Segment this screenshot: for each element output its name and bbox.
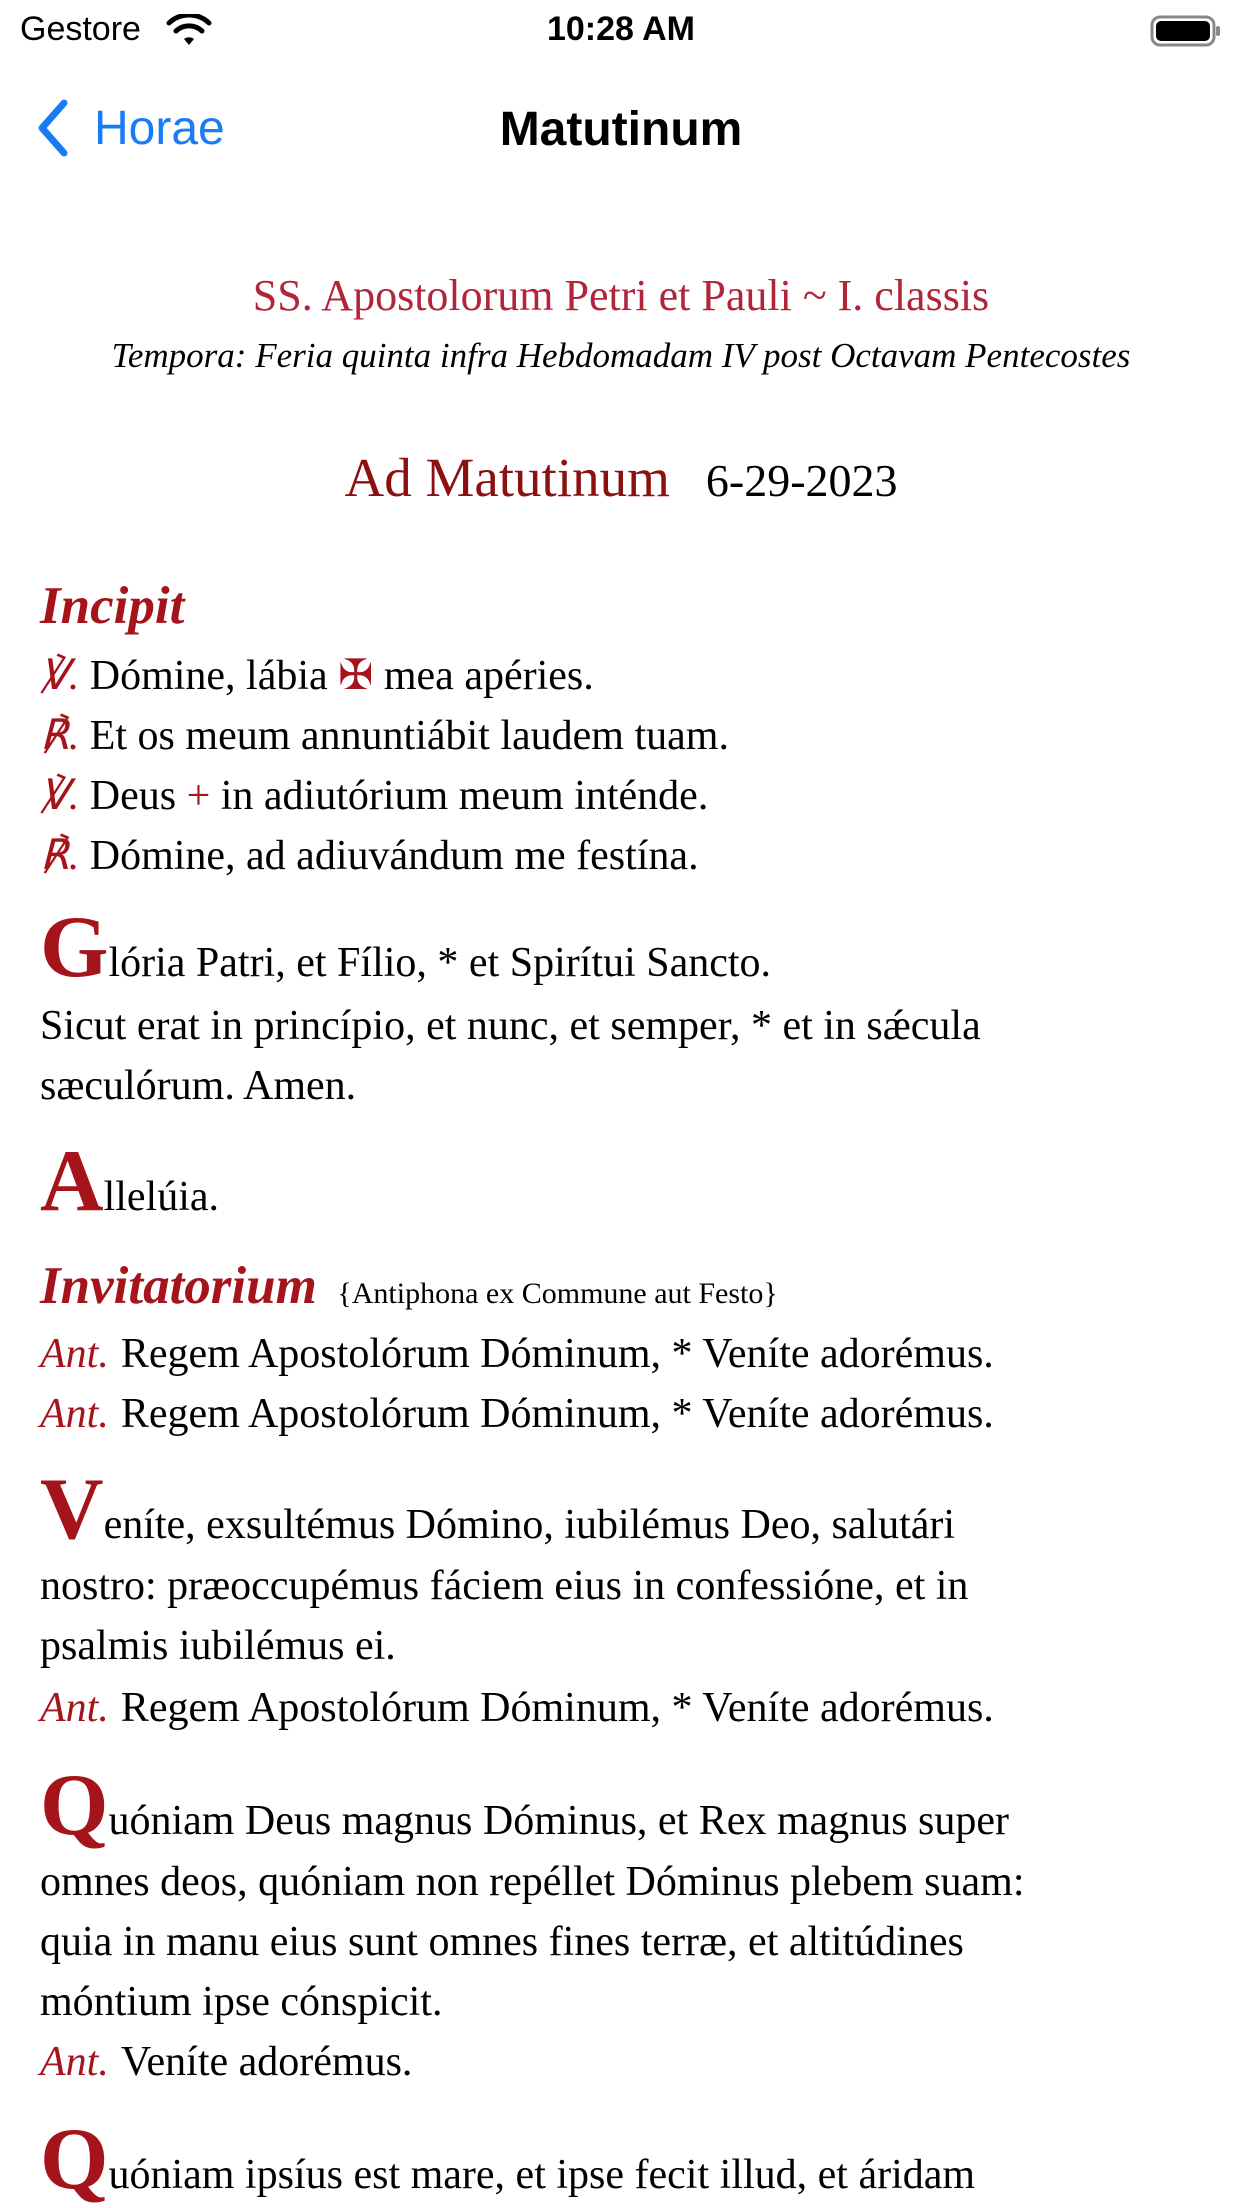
antiphon-line (40, 1390, 994, 1438)
antiphon-text: Regem Apostolórum Dóminum, * Veníte adorémus. (120, 1685, 994, 1731)
feast-title: SS. Apostolorum Petri et Pauli ~ I. classis (252, 271, 990, 320)
versicle-text-post: mea apéries. (383, 653, 594, 699)
drop-cap: Q (40, 1757, 109, 1854)
antiphon-label: Ant. (40, 2039, 109, 2085)
hour-heading (0, 446, 1242, 509)
antiphon-label: Ant. (40, 1331, 109, 1377)
response-2 (40, 830, 699, 880)
antiphon-text: Veníte adorémus. (120, 2039, 413, 2085)
psalm-verse-1-line-3: psalmis iubilémus ei. (40, 1623, 396, 1669)
status-bar (0, 0, 1242, 62)
gloria-line-3: sæculórum. Amen. (40, 1063, 357, 1109)
drop-cap: G (40, 899, 109, 996)
versicle-2 (40, 770, 708, 820)
response-text: Et os meum annuntiábit laudem tuam. (89, 713, 729, 759)
alleluia-line (40, 1133, 220, 1230)
hour-name: Ad Matutinum (344, 447, 670, 508)
tempora-line: Tempora: Feria quinta infra Hebdomadam IV post Octavam Pentecostes (111, 336, 1131, 375)
psalm-verse-1-line-1 (40, 1461, 956, 1558)
gloria-line-2: Sicut erat in princípio, et nunc, et semper, * et in sǽcula (40, 1003, 981, 1049)
navigation-bar (0, 80, 1242, 176)
antiphon-text: Regem Apostolórum Dóminum, * Veníte adorémus. (120, 1391, 994, 1437)
antiphon-line (40, 1330, 994, 1378)
invitatorium-heading-row (40, 1256, 778, 1316)
psalm-verse-3-line-1 (40, 2111, 976, 2208)
versicle-symbol: ℣. (40, 653, 80, 699)
section-heading-invitatorium: Invitatorium (40, 1257, 317, 1315)
psalm-text: eníte, exsultémus Dómino, iubilémus Deo, salutári (103, 1502, 956, 1548)
response-1 (40, 710, 729, 760)
gloria-line-1 (40, 899, 772, 996)
psalm-text: uóniam Deus magnus Dóminus, et Rex magnus super (108, 1798, 1010, 1844)
antiphon-label: Ant. (40, 1685, 109, 1731)
psalm-text: uóniam ipsíus est mare, et ipse fecit illud, et áridam (108, 2152, 976, 2198)
drop-cap: Q (40, 2111, 109, 2208)
clock: 10:28 AM (546, 10, 696, 48)
psalm-verse-2-line-1 (40, 1757, 1010, 1854)
maltese-cross-icon: ✠ (338, 653, 374, 699)
back-button-label: Horae (94, 101, 225, 155)
page-title: Matutinum (499, 103, 743, 156)
antiphon-text: Regem Apostolórum Dóminum, * Veníte adorémus. (120, 1331, 994, 1377)
drop-cap: V (40, 1461, 104, 1558)
antiphon-line (40, 2038, 412, 2086)
versicle-symbol: ℣. (40, 773, 80, 819)
cross-icon: + (186, 773, 211, 819)
psalm-verse-2-line-3: quia in manu eius sunt omnes fines terræ, et altitúdines (40, 1919, 964, 1965)
section-heading-incipit: Incipit (40, 577, 185, 635)
psalm-verse-2-line-2: omnes deos, quóniam non repéllet Dóminus plebem suam: (40, 1859, 1025, 1905)
gloria-text: lória Patri, et Fílio, * et Spirítui Sancto. (108, 940, 772, 986)
versicle-1 (40, 650, 594, 700)
battery-icon (1150, 14, 1222, 48)
antiphon-line (40, 1684, 994, 1732)
alleluia-text: llelúia. (103, 1174, 220, 1220)
psalm-verse-2-line-4: móntium ipse cónspicit. (40, 1979, 443, 2025)
carrier-label: Gestore (20, 10, 141, 48)
versicle-text-post: in adiutórium meum inténde. (220, 773, 709, 819)
versicle-text-pre: Dómine, lábia (89, 653, 328, 699)
office-date: 6-29-2023 (705, 455, 898, 506)
versicle-text-pre: Deus (89, 773, 177, 819)
antiphon-label: Ant. (40, 1391, 109, 1437)
response-symbol: ℟. (40, 833, 80, 879)
antiphon-source-note: {Antiphona ex Commune aut Festo} (337, 1277, 778, 1310)
psalm-verse-1-line-2: nostro: præoccupémus fáciem eius in confessióne, et in (40, 1563, 969, 1609)
response-symbol: ℟. (40, 713, 80, 759)
response-text: Dómine, ad adiuvándum me festína. (89, 833, 699, 879)
office-text-scroll[interactable] (0, 176, 1242, 2208)
drop-cap: A (40, 1133, 104, 1230)
